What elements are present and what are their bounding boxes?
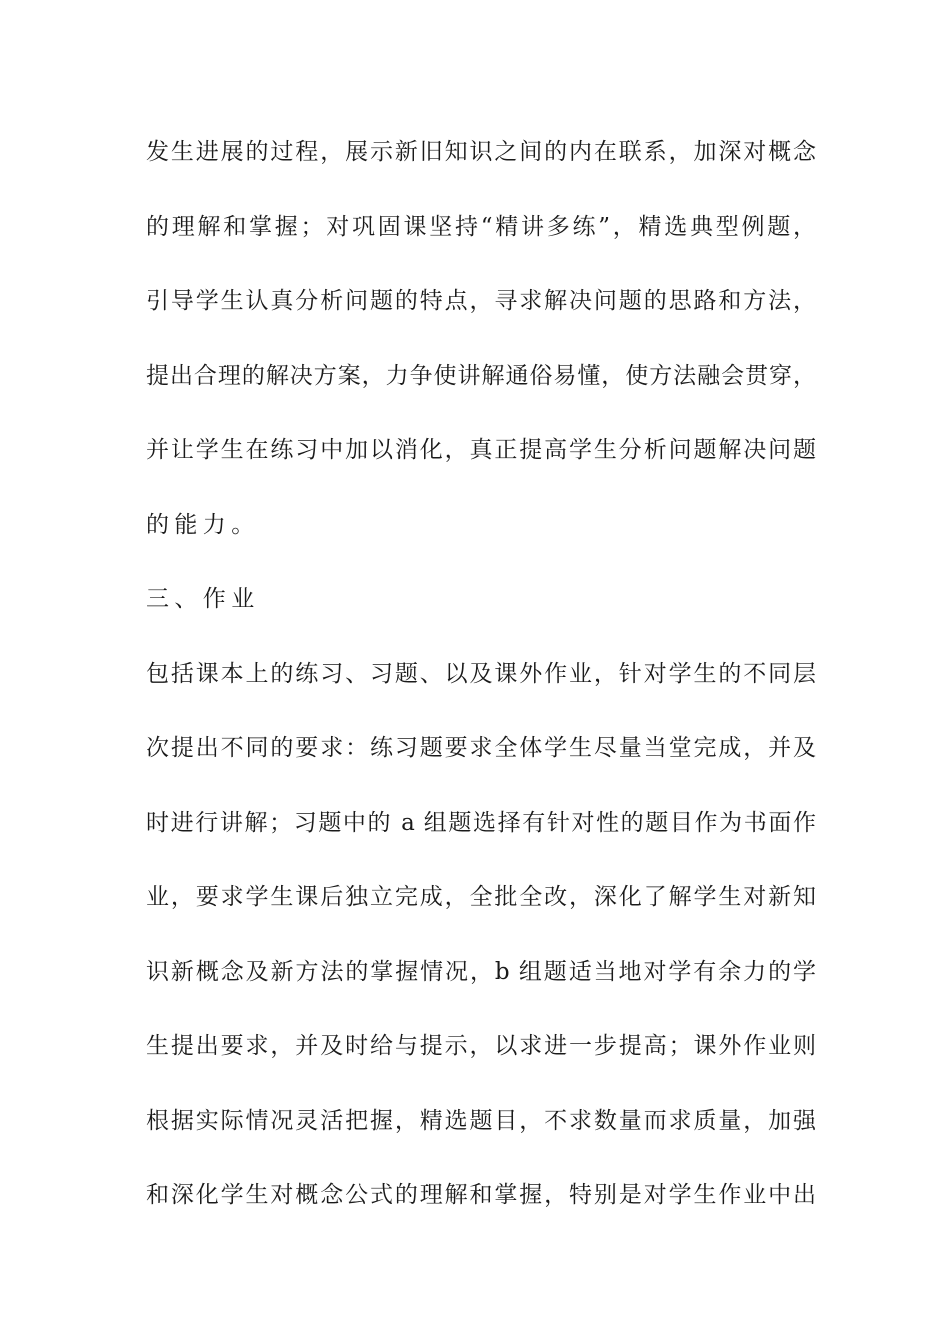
- body-text-line: 的能力。: [146, 512, 260, 538]
- body-text-line: 并让学生在练习中加以消化，真正提高学生分析问题解决问题: [146, 437, 816, 463]
- body-text-line: 包括课本上的练习、习题、以及课外作业，针对学生的不同层: [146, 661, 816, 687]
- body-text-line: 提出合理的解决方案，力争使讲解通俗易懂，使方法融会贯穿，: [146, 363, 816, 389]
- body-text-line: 的理解和掌握；对巩固课坚持“精讲多练”，精选典型例题，: [146, 214, 816, 240]
- body-text-line: 业，要求学生课后独立完成，全批全改，深化了解学生对新知: [146, 884, 816, 910]
- body-text-line: 次提出不同的要求：练习题要求全体学生尽量当堂完成，并及: [146, 735, 816, 761]
- body-text-line: 和深化学生对概念公式的理解和掌握，特别是对学生作业中出: [146, 1182, 816, 1208]
- body-text-line: 时进行讲解；习题中的 a 组题选择有针对性的题目作为书面作: [146, 810, 816, 836]
- body-text-line: 发生进展的过程，展示新旧知识之间的内在联系，加深对概念: [146, 139, 816, 165]
- body-text-line: 引导学生认真分析问题的特点，寻求解决问题的思路和方法，: [146, 288, 816, 314]
- body-text-line: 识新概念及新方法的掌握情况，b 组题适当地对学有余力的学: [146, 959, 816, 985]
- body-text-line: 生提出要求，并及时给与提示，以求进一步提高；课外作业则: [146, 1033, 816, 1059]
- section-heading: 三、作业: [146, 586, 260, 612]
- body-text-line: 根据实际情况灵活把握，精选题目，不求数量而求质量，加强: [146, 1108, 816, 1134]
